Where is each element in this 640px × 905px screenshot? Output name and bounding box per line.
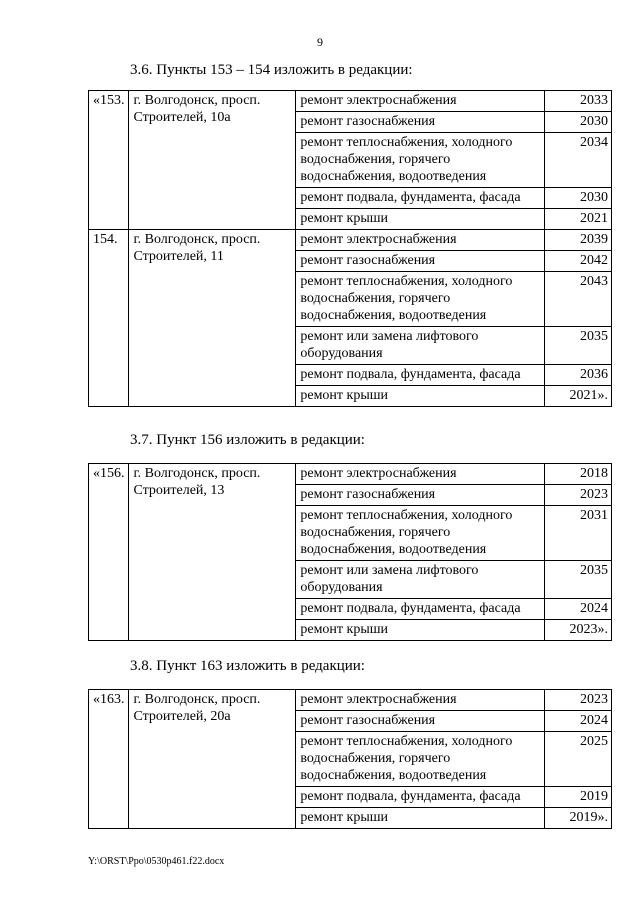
work-type: ремонт подвала, фундамента, фасада (296, 599, 545, 620)
item-address: г. Волгодонск, просп. Строителей, 20а (129, 690, 296, 829)
work-type: ремонт крыши (296, 808, 545, 829)
item-number: «163. (89, 690, 129, 829)
work-type: ремонт подвала, фундамента, фасада (296, 365, 545, 386)
work-year: 2024 (545, 599, 612, 620)
section-heading-3-7: 3.7. Пункт 156 изложить в редакции: (130, 432, 365, 448)
work-year: 2034 (545, 133, 612, 188)
work-year: 2021». (545, 386, 612, 407)
work-type: ремонт газоснабжения (296, 485, 545, 506)
section-heading-3-6: 3.6. Пункты 153 – 154 изложить в редакции: (130, 62, 413, 78)
work-type: ремонт теплоснабжения, холодного водоснабжения, горячего водоснабжения, водоотведения (296, 732, 545, 787)
work-year: 2024 (545, 711, 612, 732)
work-type: ремонт электроснабжения (296, 690, 545, 711)
work-type: ремонт крыши (296, 620, 545, 641)
work-year: 2036 (545, 365, 612, 386)
work-type: ремонт электроснабжения (296, 464, 545, 485)
table-row (89, 690, 612, 711)
item-address: г. Волгодонск, просп. Строителей, 10а (129, 91, 296, 230)
items-table-156 (88, 463, 612, 641)
work-year: 2025 (545, 732, 612, 787)
work-year: 2035 (545, 561, 612, 599)
work-year: 2031 (545, 506, 612, 561)
item-number: «156. (89, 464, 129, 641)
work-type: ремонт или замена лифтового оборудования (296, 327, 545, 365)
page-number: 9 (317, 35, 323, 49)
item-address: г. Волгодонск, просп. Строителей, 13 (129, 464, 296, 641)
work-type: ремонт крыши (296, 209, 545, 230)
work-type: ремонт крыши (296, 386, 545, 407)
table-row (89, 464, 612, 485)
work-year: 2018 (545, 464, 612, 485)
section-heading-3-8: 3.8. Пункт 163 изложить в редакции: (130, 658, 365, 674)
items-table-163 (88, 689, 612, 829)
work-year: 2039 (545, 230, 612, 251)
table-row (89, 230, 612, 251)
work-type: ремонт теплоснабжения, холодного водоснабжения, горячего водоснабжения, водоотведения (296, 272, 545, 327)
work-type: ремонт электроснабжения (296, 91, 545, 112)
work-type: ремонт электроснабжения (296, 230, 545, 251)
work-year: 2030 (545, 188, 612, 209)
item-number: «153. (89, 91, 129, 230)
table-row (89, 91, 612, 112)
work-year: 2021 (545, 209, 612, 230)
file-path-footer: Y:\ORST\Ppo\0530p461.f22.docx (88, 856, 225, 867)
work-type: ремонт подвала, фундамента, фасада (296, 787, 545, 808)
work-year: 2042 (545, 251, 612, 272)
work-year: 2019 (545, 787, 612, 808)
item-address: г. Волгодонск, просп. Строителей, 11 (129, 230, 296, 407)
work-year: 2023 (545, 485, 612, 506)
work-year: 2033 (545, 91, 612, 112)
work-year: 2019». (545, 808, 612, 829)
work-type: ремонт или замена лифтового оборудования (296, 561, 545, 599)
items-table-153-154 (88, 90, 612, 407)
work-year: 2030 (545, 112, 612, 133)
work-type: ремонт газоснабжения (296, 112, 545, 133)
work-type: ремонт теплоснабжения, холодного водоснабжения, горячего водоснабжения, водоотведения (296, 506, 545, 561)
work-type: ремонт подвала, фундамента, фасада (296, 188, 545, 209)
work-year: 2035 (545, 327, 612, 365)
work-year: 2023 (545, 690, 612, 711)
work-type: ремонт газоснабжения (296, 251, 545, 272)
work-year: 2043 (545, 272, 612, 327)
work-type: ремонт теплоснабжения, холодного водоснабжения, горячего водоснабжения, водоотведения (296, 133, 545, 188)
work-year: 2023». (545, 620, 612, 641)
item-number: 154. (89, 230, 129, 407)
work-type: ремонт газоснабжения (296, 711, 545, 732)
